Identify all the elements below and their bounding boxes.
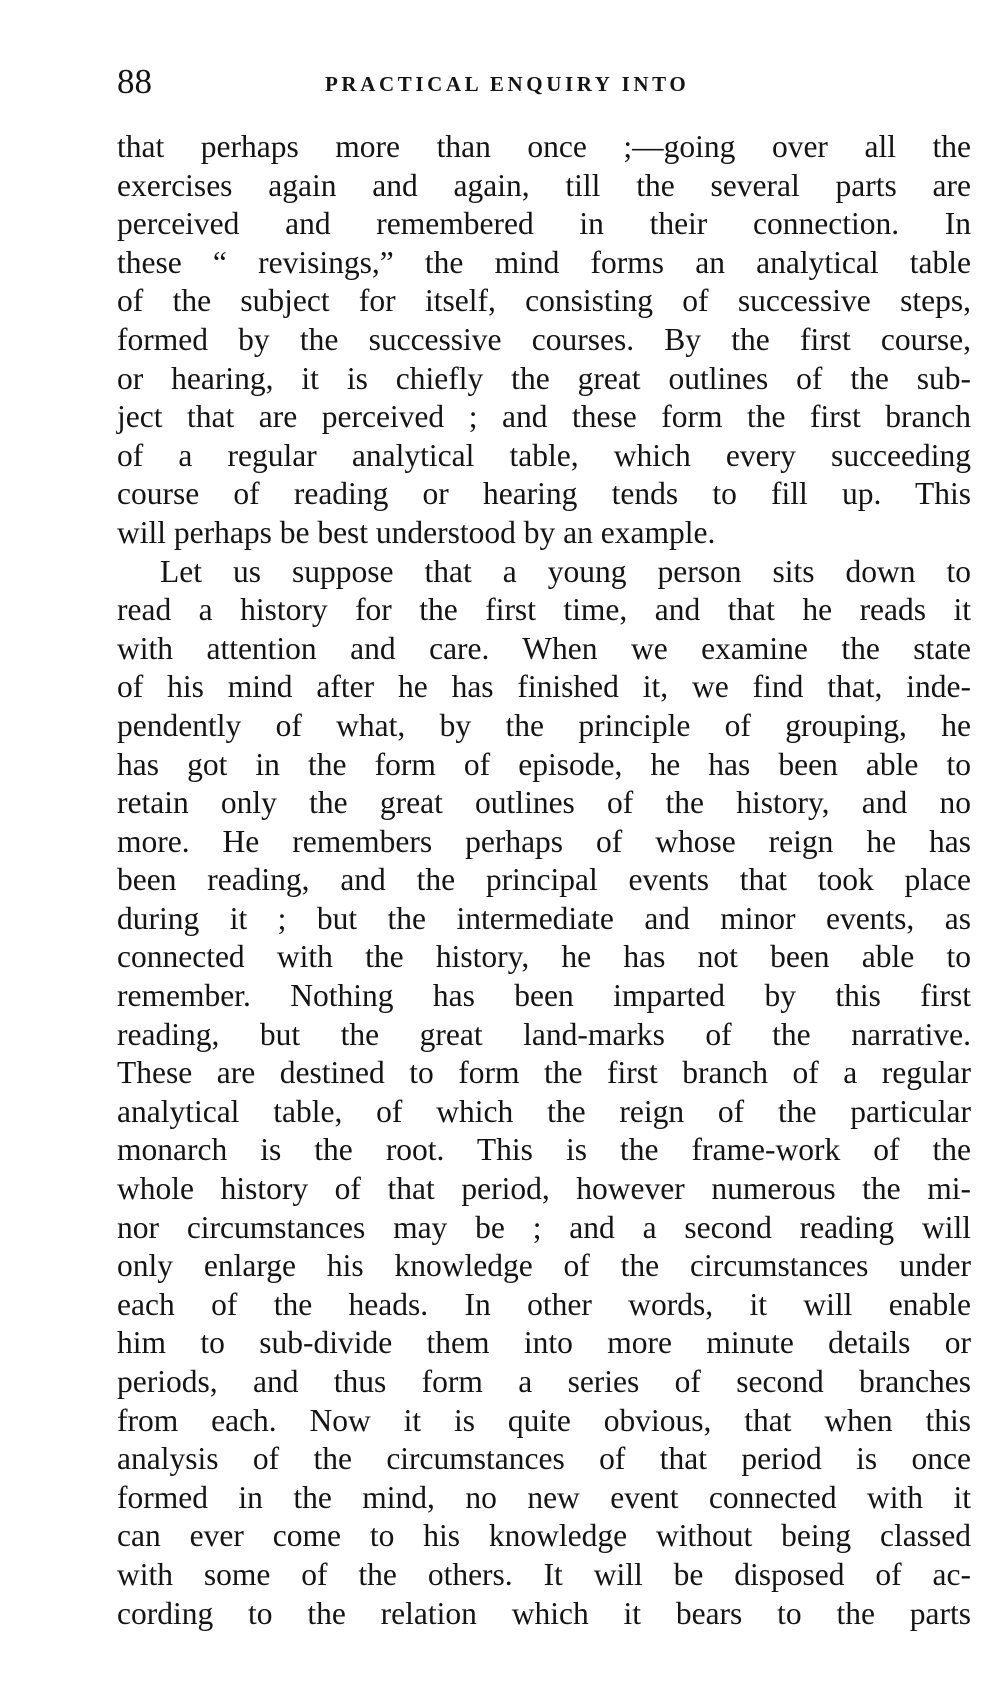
text-line: him to sub-divide them into more minute details or [117, 1325, 971, 1361]
text-line: periods, and thus form a series of second branches [117, 1364, 971, 1399]
text-line: more. He remembers perhaps of whose reign he has [117, 823, 971, 859]
text-line: nor circumstances may be ; and a second reading will [117, 1209, 971, 1245]
page-number: 88 [117, 62, 152, 101]
text-line: these “ revisings,” the mind forms an analytical table [117, 244, 971, 280]
text-line: or hearing, it is chiefly the great outlines of the sub- [117, 360, 971, 396]
text-line: from each. Now it is quite obvious, that when this [117, 1402, 971, 1438]
text-line: retain only the great outlines of the history, and no [117, 785, 971, 821]
text-line: each of the heads. In other words, it will enable [117, 1286, 971, 1322]
text-line: analysis of the circumstances of that period is once [117, 1441, 971, 1477]
page-header [117, 62, 977, 106]
text-line: monarch is the root. This is the frame-work of the [117, 1132, 971, 1168]
text-line: formed by the successive courses. By the first course, [117, 321, 971, 357]
text-line: remember. Nothing has been imparted by this first [117, 978, 971, 1014]
text-line: cording to the relation which it bears to the parts [117, 1595, 971, 1631]
paragraph-2 [117, 553, 971, 1634]
text-line: connected with the history, he has not been able to [117, 939, 971, 975]
text-line: with attention and care. When we examine the state [117, 630, 971, 666]
text-line: that perhaps more than once ;—going over all the [117, 129, 971, 164]
text-line: course of reading or hearing tends to fill up. This [117, 476, 971, 512]
text-line: pendently of what, by the principle of grouping, he [117, 707, 971, 743]
text-line: of a regular analytical table, which every succeeding [117, 437, 971, 473]
body-text [117, 128, 971, 1633]
text-line: can ever come to his knowledge without being classed [117, 1518, 971, 1554]
text-line: formed in the mind, no new event connected with it [117, 1479, 971, 1515]
text-line: exercises again and again, till the several parts are [117, 167, 971, 203]
text-line: of his mind after he has finished it, we find that, inde- [117, 669, 971, 705]
text-line: analytical table, of which the reign of the particular [117, 1093, 971, 1129]
text-line: reading, but the great land-marks of the narrative. [117, 1016, 971, 1052]
text-line: during it ; but the intermediate and minor events, as [117, 900, 971, 936]
text-line: read a history for the first time, and that he reads it [117, 592, 971, 628]
running-head: PRACTICAL ENQUIRY INTO [325, 72, 690, 96]
text-line: only enlarge his knowledge of the circumstances under [117, 1248, 971, 1284]
text-line: has got in the form of episode, he has been able to [117, 746, 971, 782]
text-line: These are destined to form the first branch of a regular [117, 1055, 971, 1091]
text-line: ject that are perceived ; and these form the first branch [117, 399, 971, 435]
text-line: perceived and remembered in their connection. In [117, 206, 971, 242]
paragraph-1 [117, 128, 971, 553]
text-line: whole history of that period, however numerous the mi- [117, 1171, 971, 1207]
text-line: Let us suppose that a young person sits down to [160, 553, 971, 589]
text-line: been reading, and the principal events that took place [117, 862, 971, 898]
text-line: will perhaps be best understood by an example. [117, 514, 716, 550]
text-line: of the subject for itself, consisting of successive steps, [117, 283, 971, 319]
text-line: with some of the others. It will be disposed of ac- [117, 1556, 971, 1592]
